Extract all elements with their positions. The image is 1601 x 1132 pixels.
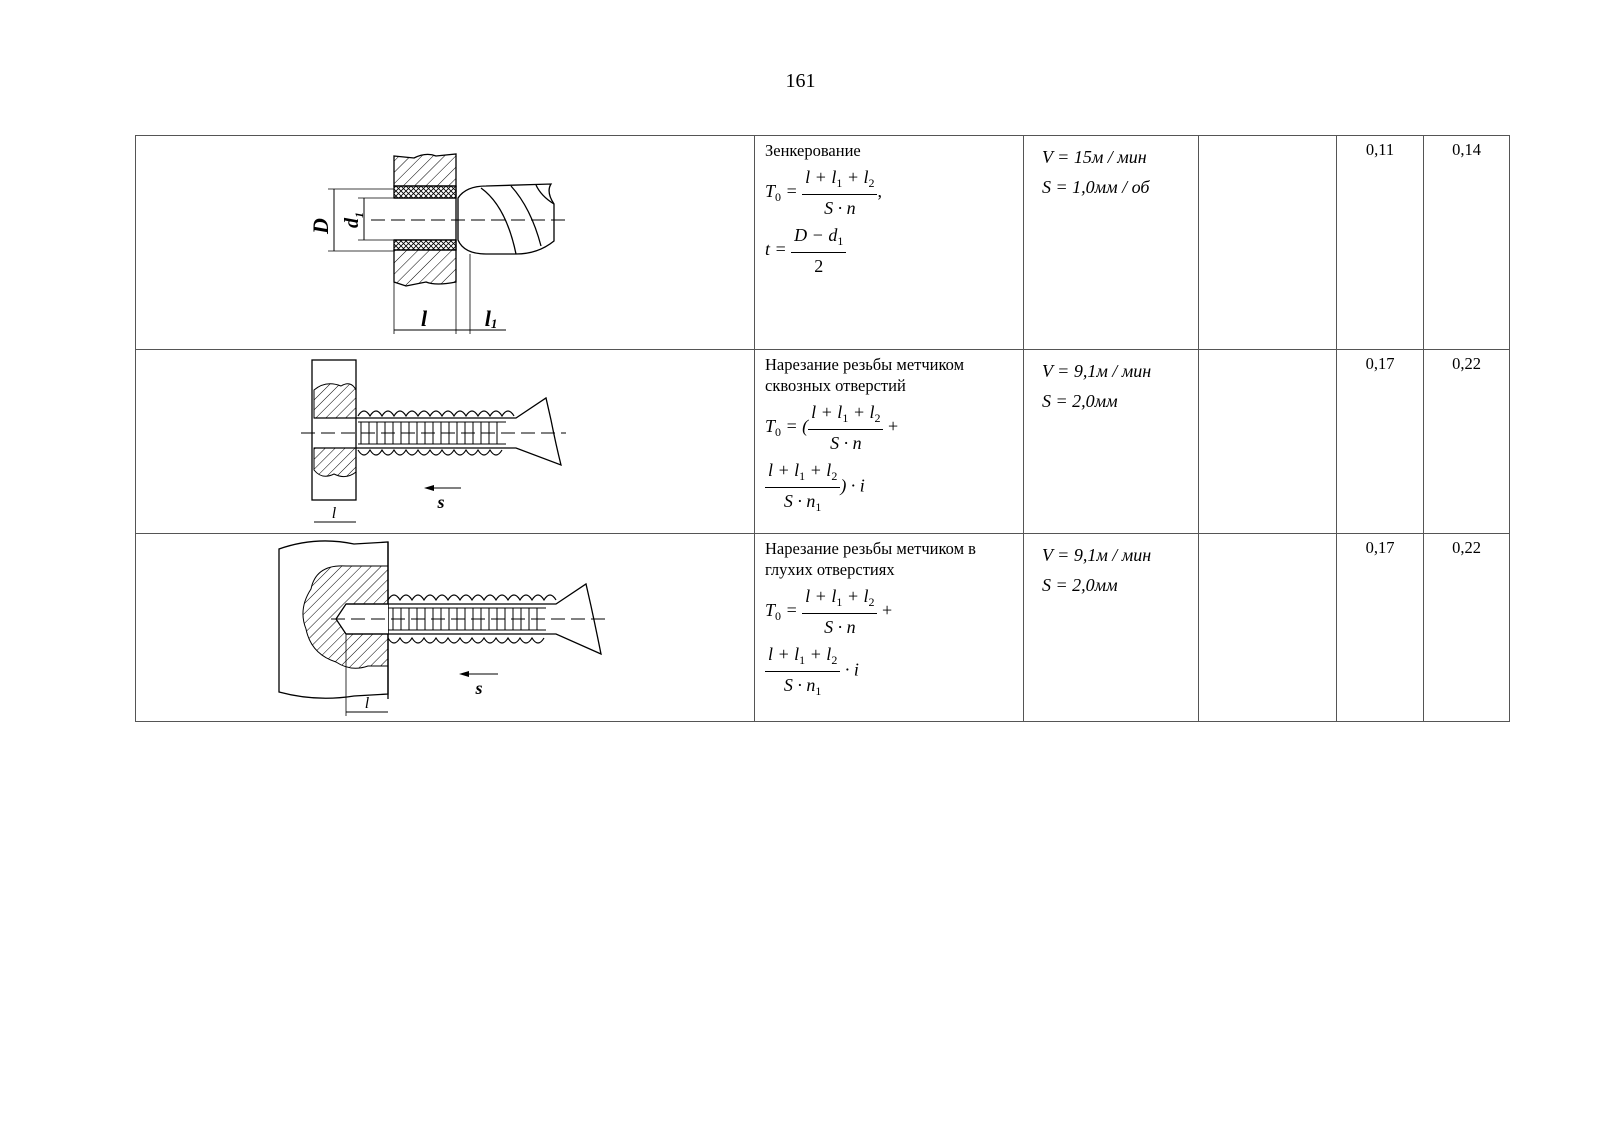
blind-tapping-drawing [136, 534, 754, 722]
formula-t0-cont: $\frac{l + l_1 + l_2}{S \cdot n_1}$ ) · i [765, 460, 1023, 515]
fig-label-D: D [308, 218, 333, 234]
value-cell-2: 0,22 [1424, 350, 1510, 534]
params-cell [1024, 534, 1199, 722]
value-cell-1: 0,17 [1337, 350, 1424, 534]
countersinking-drawing [136, 136, 754, 350]
operation-name: Зенкерование [765, 141, 861, 160]
table-row [136, 136, 1510, 350]
empty-cell [1199, 534, 1337, 722]
figure-cell-through-tapping [136, 350, 755, 534]
value-cell-2: 0,14 [1424, 136, 1510, 350]
figure-cell-blind-tapping [136, 534, 755, 722]
fig-label-d: d [341, 218, 363, 228]
operation-name: Нарезание резьбы метчиком сквозных отверстий [765, 355, 965, 395]
fig-label-l: l [331, 505, 337, 522]
svg-text:l1 [485, 306, 498, 331]
svg-text:d1 [341, 212, 366, 228]
fig-label-s: s [437, 492, 445, 512]
params-cell [1024, 350, 1199, 534]
through-tapping-drawing [136, 350, 754, 534]
operation-cell [755, 136, 1024, 350]
value-cell-2: 0,22 [1424, 534, 1510, 722]
param-speed: V = 9,1м / мин [1042, 545, 1152, 565]
formula-t0-cont: $\frac{l + l_1 + l_2}{S \cdot n_1}$ · i [765, 644, 1023, 699]
fig-label-l: l [364, 695, 370, 712]
fig-label-d-sub: 1 [352, 212, 366, 218]
empty-cell [1199, 350, 1337, 534]
param-feed: S = 2,0мм [1042, 575, 1118, 595]
formula-t0: $T_0$ = ( $\frac{l + l_1 + l_2}{S \cdot n}$ + [765, 402, 899, 453]
figure-cell-countersinking [136, 136, 755, 350]
params-cell [1024, 136, 1199, 350]
value-cell-1: 0,17 [1337, 534, 1424, 722]
operation-name: Нарезание резьбы метчиком в глухих отверстиях [765, 539, 976, 579]
page-number: 161 [785, 70, 816, 92]
fig-label-l1: l [484, 306, 491, 331]
fig-label-l1-sub: 1 [490, 316, 498, 331]
empty-cell [1199, 136, 1337, 350]
fig-label-l: l [420, 306, 428, 331]
operation-cell [755, 350, 1024, 534]
operations-table [135, 135, 1510, 722]
param-speed: V = 9,1м / мин [1042, 361, 1152, 381]
formula-t0: $T_0$ = $\frac{l + l_1 + l_2}{S \cdot n}$ + [765, 586, 893, 637]
operation-cell [755, 534, 1024, 722]
formula-t0: $T_0$ = $\frac{l + l_1 + l_2}{S \cdot n}$ , [765, 167, 882, 218]
table-row [136, 350, 1510, 534]
param-speed: V = 15м / мин [1042, 147, 1147, 167]
formula-t: t = $\frac{D - d_1}{2}$ [765, 225, 1023, 277]
value-cell-1: 0,11 [1337, 136, 1424, 350]
fig-label-s: s [475, 678, 483, 698]
param-feed: S = 1,0мм / об [1042, 177, 1150, 197]
param-feed: S = 2,0мм [1042, 391, 1118, 411]
table-row [136, 534, 1510, 722]
